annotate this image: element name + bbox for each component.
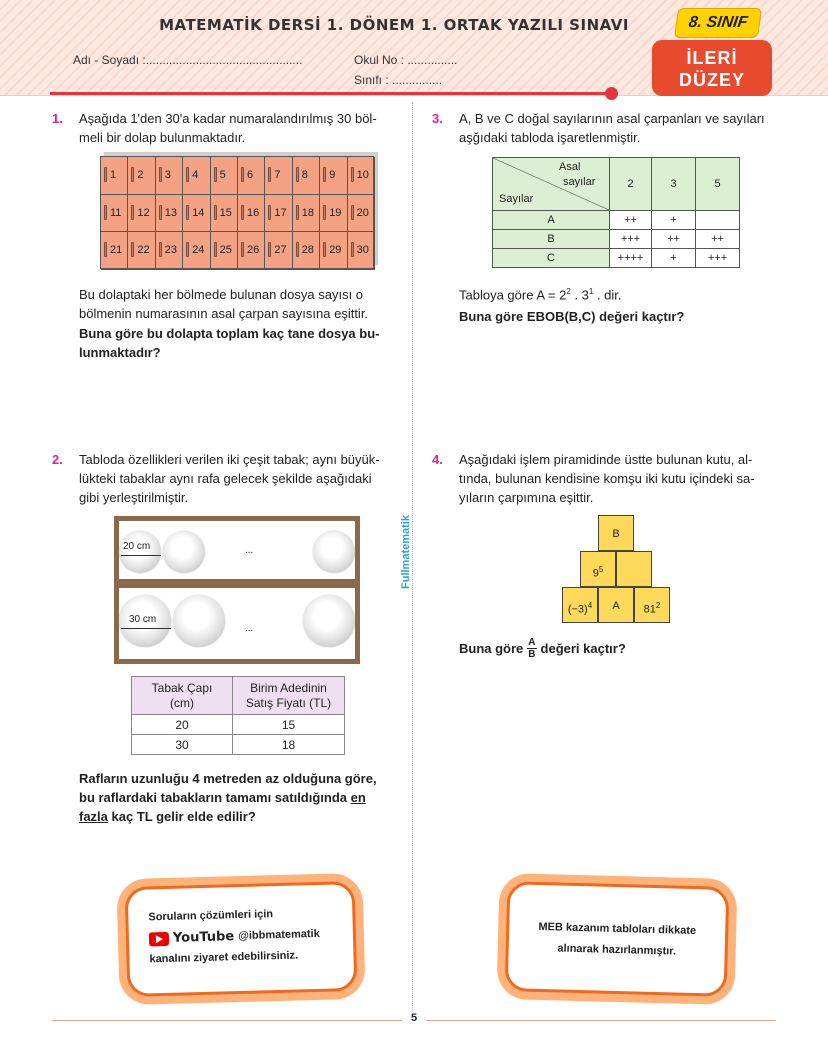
cabinet-cell-number: 28 (301, 244, 315, 257)
cabinet-cell (320, 232, 347, 270)
table-header-price (233, 677, 345, 715)
q3-given-post: . dir. (593, 287, 622, 303)
cabinet-cell-number: 18 (301, 206, 315, 219)
q1-after-1: Bu dolaptaki her bölmede bulunan dosya sayısı o (79, 287, 364, 302)
cabinet-cell-number: 20 (356, 206, 369, 219)
shelf-figure (114, 516, 360, 664)
meb-info-box (505, 881, 730, 997)
header-underline (50, 92, 610, 95)
drawer-handle-icon (131, 205, 134, 220)
pyramid-middle-right (616, 551, 652, 587)
table-header-diameter (132, 677, 233, 715)
exam-title: MATEMATİK DERSİ 1. DÖNEM 1. ORTAK YAZILI SINAVI (159, 16, 629, 34)
factor-cell: +++ (610, 230, 652, 249)
drawer-handle-icon (296, 205, 299, 220)
drawer-handle-icon (104, 242, 107, 257)
q2-underlined-en: en (350, 790, 366, 805)
factor-cell: +++ (696, 249, 740, 268)
shelf-board (119, 579, 355, 588)
prime-header: 3 (652, 158, 696, 211)
row-label: A (493, 211, 610, 230)
q2-question-2-text: bu raflardaki tabakların tamamı satıldığında (79, 790, 348, 805)
header-diameter-2: (cm) (170, 695, 194, 710)
drawer-handle-icon (131, 242, 134, 257)
fraction (527, 637, 536, 660)
cabinet-cell (101, 157, 128, 195)
cabinet-cell (265, 157, 292, 195)
level-badge (652, 40, 772, 96)
school-number-field: Okul No : ............... (354, 53, 458, 67)
drawer-handle-icon (214, 242, 217, 257)
grade-badge: 8. SINIF (674, 8, 762, 38)
cabinet-cell (238, 157, 265, 195)
cabinet-cell-number: 6 (247, 169, 254, 181)
q2-question-1: Rafların uzunluğu 4 metreden az olduğuna göre, (79, 771, 377, 786)
q1-text-1: Aşağıda 1'den 30'a kadar numaralandırılmış 30 böl- (79, 111, 377, 126)
level-line-2: DÜZEY (678, 70, 745, 90)
drawer-handle-icon (241, 167, 244, 182)
cabinet-cell-number: 3 (164, 169, 171, 181)
q3-exp-1: 2 (566, 287, 571, 296)
cabinet-cell-number: 16 (247, 206, 260, 219)
q4-text-2: tında, bulunan kendisine komşu iki kutu içindeki sa- (459, 471, 755, 486)
cabinet-cell (348, 157, 375, 195)
pyramid-bottom-1 (562, 587, 598, 623)
q1-question-2: lunmaktadır? (79, 345, 161, 360)
drawer-handle-icon (131, 167, 134, 182)
diagonal-header (493, 158, 610, 211)
factor-cell: ++ (610, 211, 652, 230)
q2-text-3: gibi yerleştirilmiştir. (79, 490, 189, 505)
cabinet-cell (156, 195, 183, 233)
prime-factor-table (492, 157, 740, 268)
cabinet-cell (293, 232, 320, 270)
plate-small (119, 531, 161, 573)
q2-question-2 (79, 788, 366, 807)
drawer-handle-icon (268, 205, 271, 220)
class-field: Sınıfı : ............... (354, 73, 443, 87)
arrow-20cm (121, 555, 161, 556)
page-number: 5 (402, 1012, 426, 1028)
prime-header: 5 (696, 158, 740, 211)
cabinet-cell (128, 157, 155, 195)
q2-number: 2. (52, 452, 63, 467)
drawer-handle-icon (104, 205, 107, 220)
q4-text-3: yıların çarpımına eşittir. (459, 490, 594, 505)
cabinet-cell (320, 195, 347, 233)
cabinet-cell (183, 232, 210, 270)
factor-cell: ++ (696, 230, 740, 249)
box-right-line-1: MEB kazanım tabloları dikkate (538, 920, 697, 938)
b3-exp: 2 (655, 601, 661, 610)
cabinet-cell (128, 232, 155, 270)
drawer-handle-icon (241, 205, 244, 220)
header-price-1: Birim Adedinin (250, 680, 327, 695)
drawer-handle-icon (159, 242, 162, 257)
cabinet-cell-number: 21 (110, 244, 123, 257)
b1-base: (−3) (567, 603, 588, 616)
header-sayilar-top: sayılar (563, 176, 596, 188)
name-field: Adı - Soyadı :............................................... (73, 53, 303, 67)
cabinet-cell (348, 195, 375, 233)
cabinet-cell (156, 157, 183, 195)
cell-price: 18 (233, 735, 345, 755)
drawer-handle-icon (214, 167, 217, 182)
youtube-wordmark: YouTube (172, 929, 235, 946)
q3-given (459, 282, 622, 304)
header-dot (605, 87, 618, 100)
cabinet-cell-number: 1 (110, 169, 117, 181)
q1-after-2: bölmenin numarasının asal çarpan sayısına eşittir. (79, 306, 369, 321)
cabinet-cell-number: 26 (247, 244, 260, 257)
cabinet-cell (265, 232, 292, 270)
cabinet-cell-number: 27 (274, 244, 287, 257)
plates-table (131, 676, 345, 755)
cabinet-cell (211, 232, 238, 270)
q1-number: 1. (52, 111, 63, 126)
drawer-handle-icon (323, 205, 326, 220)
youtube-handle[interactable]: @ibbmatematik (237, 927, 320, 943)
cabinet-cell-number: 29 (329, 244, 342, 257)
q4-question-pre: Buna göre (459, 641, 524, 656)
cabinet-cell-number: 5 (219, 169, 226, 181)
q3-given-mid: . 3 (570, 287, 589, 303)
plate-large (303, 595, 355, 647)
cabinet-cell-number: 10 (356, 169, 369, 181)
youtube-icon (149, 931, 169, 946)
cell-diameter: 20 (132, 715, 233, 735)
brand-logo: Fullmatematik (400, 515, 412, 589)
q1-text-2: meli bir dolap bulunmaktadır. (79, 130, 246, 145)
ellipsis-top: ... (245, 545, 254, 556)
drawer-handle-icon (104, 167, 107, 182)
q3-question: Buna göre EBOB(B,C) değeri kaçtır? (459, 309, 685, 324)
cabinet-cell (293, 195, 320, 233)
q3-text-1: A, B ve C doğal sayılarının asal çarpanları ve sayıları (459, 111, 765, 126)
cabinet-cell (348, 232, 375, 270)
factor-cell: + (652, 249, 696, 268)
drawer-handle-icon (268, 167, 271, 182)
drawer-handle-icon (159, 167, 162, 182)
cell-diameter: 30 (132, 735, 233, 755)
cabinet-cell-number: 23 (164, 244, 178, 257)
cabinet-cell (156, 232, 183, 270)
table-row (493, 249, 740, 268)
cabinet-cell-number: 8 (301, 169, 308, 181)
q3-exp-2: 1 (588, 287, 594, 296)
cabinet-cell (265, 195, 292, 233)
drawer-handle-icon (241, 242, 244, 257)
b1-exp: 4 (587, 601, 593, 610)
label-20cm: 20 cm (123, 541, 151, 552)
cabinet-cell-number: 14 (192, 206, 205, 219)
cabinet-cell-number: 30 (356, 244, 369, 257)
drawer-handle-icon (296, 242, 299, 257)
ellipsis-bottom: ... (245, 623, 254, 634)
q4-question (459, 637, 626, 660)
box-right-line-2: alınarak hazırlanmıştır. (557, 942, 677, 958)
cabinet-cell-number: 4 (192, 169, 199, 181)
drawer-handle-icon (214, 205, 217, 220)
plate-small (163, 531, 205, 573)
q1-question-1: Buna göre bu dolapta toplam kaç tane dosya bu- (79, 326, 380, 341)
drawer-handle-icon (351, 167, 354, 182)
header-asal: Asal (559, 161, 581, 173)
q2-question-3 (79, 807, 256, 826)
label-30cm: 30 cm (129, 614, 157, 625)
plate-small (313, 531, 355, 573)
q2-underlined-fazla: fazla (79, 809, 108, 824)
q4-text-1: Aşağıdaki işlem piramidinde üstte bulunan kutu, al- (459, 452, 753, 467)
q2-text-2: lükteki tabaklar aynı rafa gelecek şekilde aşağıdaki (79, 471, 372, 486)
cabinet-cell (320, 157, 347, 195)
pyramid-bottom-3 (634, 587, 670, 623)
cabinet-cell-number: 9 (329, 169, 336, 181)
youtube-info-box (125, 881, 358, 997)
q4-number: 4. (432, 452, 443, 467)
drawer-handle-icon (186, 242, 189, 257)
drawer-handle-icon (159, 205, 162, 220)
pyramid-middle-left (580, 551, 616, 587)
cabinet-cell (238, 232, 265, 270)
cabinet-cell (128, 195, 155, 233)
header-price-2: Satış Fiyatı (TL) (245, 695, 332, 710)
factor-cell: ++ (652, 230, 696, 249)
cabinet-cell-number: 22 (137, 244, 150, 257)
cabinet-cell-number: 24 (192, 244, 205, 257)
q2-question-3-text: kaç TL gelir elde edilir? (111, 809, 256, 824)
q2-text-1: Tabloda özellikleri verilen iki çeşit tabak; aynı büyük- (79, 452, 380, 467)
cabinet-cell (101, 232, 128, 270)
cabinet-cell-number: 15 (219, 206, 232, 219)
cabinet-cell-number: 12 (137, 206, 150, 219)
cabinet-cell-number: 7 (274, 169, 281, 181)
pyramid-bottom-2: A (598, 587, 634, 623)
header-diameter-1: Tabak Çapı (151, 680, 213, 695)
cabinet-cell-number: 19 (329, 206, 342, 219)
cabinet-cell (101, 195, 128, 233)
cabinet-cell-number: 11 (110, 206, 122, 219)
cabinet-cell (183, 195, 210, 233)
drawer-handle-icon (268, 242, 271, 257)
cabinet-cell-number: 13 (164, 206, 178, 219)
cabinet-cell (293, 157, 320, 195)
arrow-30cm (121, 628, 171, 629)
drawer-handle-icon (351, 205, 354, 220)
header-sayilar: Sayılar (499, 193, 534, 205)
drawer-handle-icon (186, 205, 189, 220)
drawer-handle-icon (186, 167, 189, 182)
cabinet-cell-number: 2 (137, 169, 144, 181)
q3-given-pre: Tabloya göre A = 2 (459, 287, 567, 303)
cabinet-cell-number: 25 (219, 244, 232, 257)
q4-question-post: değeri kaçtır? (540, 641, 626, 656)
cabinet-cell (211, 157, 238, 195)
cabinet-cell (238, 195, 265, 233)
cabinet-cell (211, 195, 238, 233)
factor-cell: ++++ (610, 249, 652, 268)
table-row (493, 211, 740, 230)
drawer-handle-icon (323, 242, 326, 257)
q3-number: 3. (432, 111, 443, 126)
table-row (132, 735, 345, 755)
factor-cell (696, 211, 740, 230)
cabinet (100, 156, 374, 269)
plate-large (173, 595, 225, 647)
table-row (132, 715, 345, 735)
prime-header: 2 (610, 158, 652, 211)
drawer-handle-icon (323, 167, 326, 182)
row-label: C (493, 249, 610, 268)
cabinet-cell-number: 17 (274, 206, 287, 219)
factor-cell: + (652, 211, 696, 230)
level-line-1: İLERİ (686, 48, 738, 68)
pyramid-top: B (598, 515, 634, 551)
fraction-denominator: B (528, 649, 536, 660)
q3-text-2: aşğıdaki tabloda işaretlenmiştir. (459, 130, 641, 145)
mid-base: 9 (592, 567, 599, 580)
mid-exp: 5 (598, 565, 604, 574)
exam-header (0, 0, 828, 96)
table-row (493, 230, 740, 249)
row-label: B (493, 230, 610, 249)
cell-price: 15 (233, 715, 345, 735)
b3-base: 81 (643, 603, 656, 616)
box-left-line-3: kanalını ziyaret edebilirsiniz. (149, 949, 299, 966)
drawer-handle-icon (296, 167, 299, 182)
fraction-numerator: A (528, 637, 536, 648)
box-left-line-1: Soruların çözümleri için (148, 908, 274, 924)
drawer-handle-icon (351, 242, 354, 257)
cabinet-cell (183, 157, 210, 195)
